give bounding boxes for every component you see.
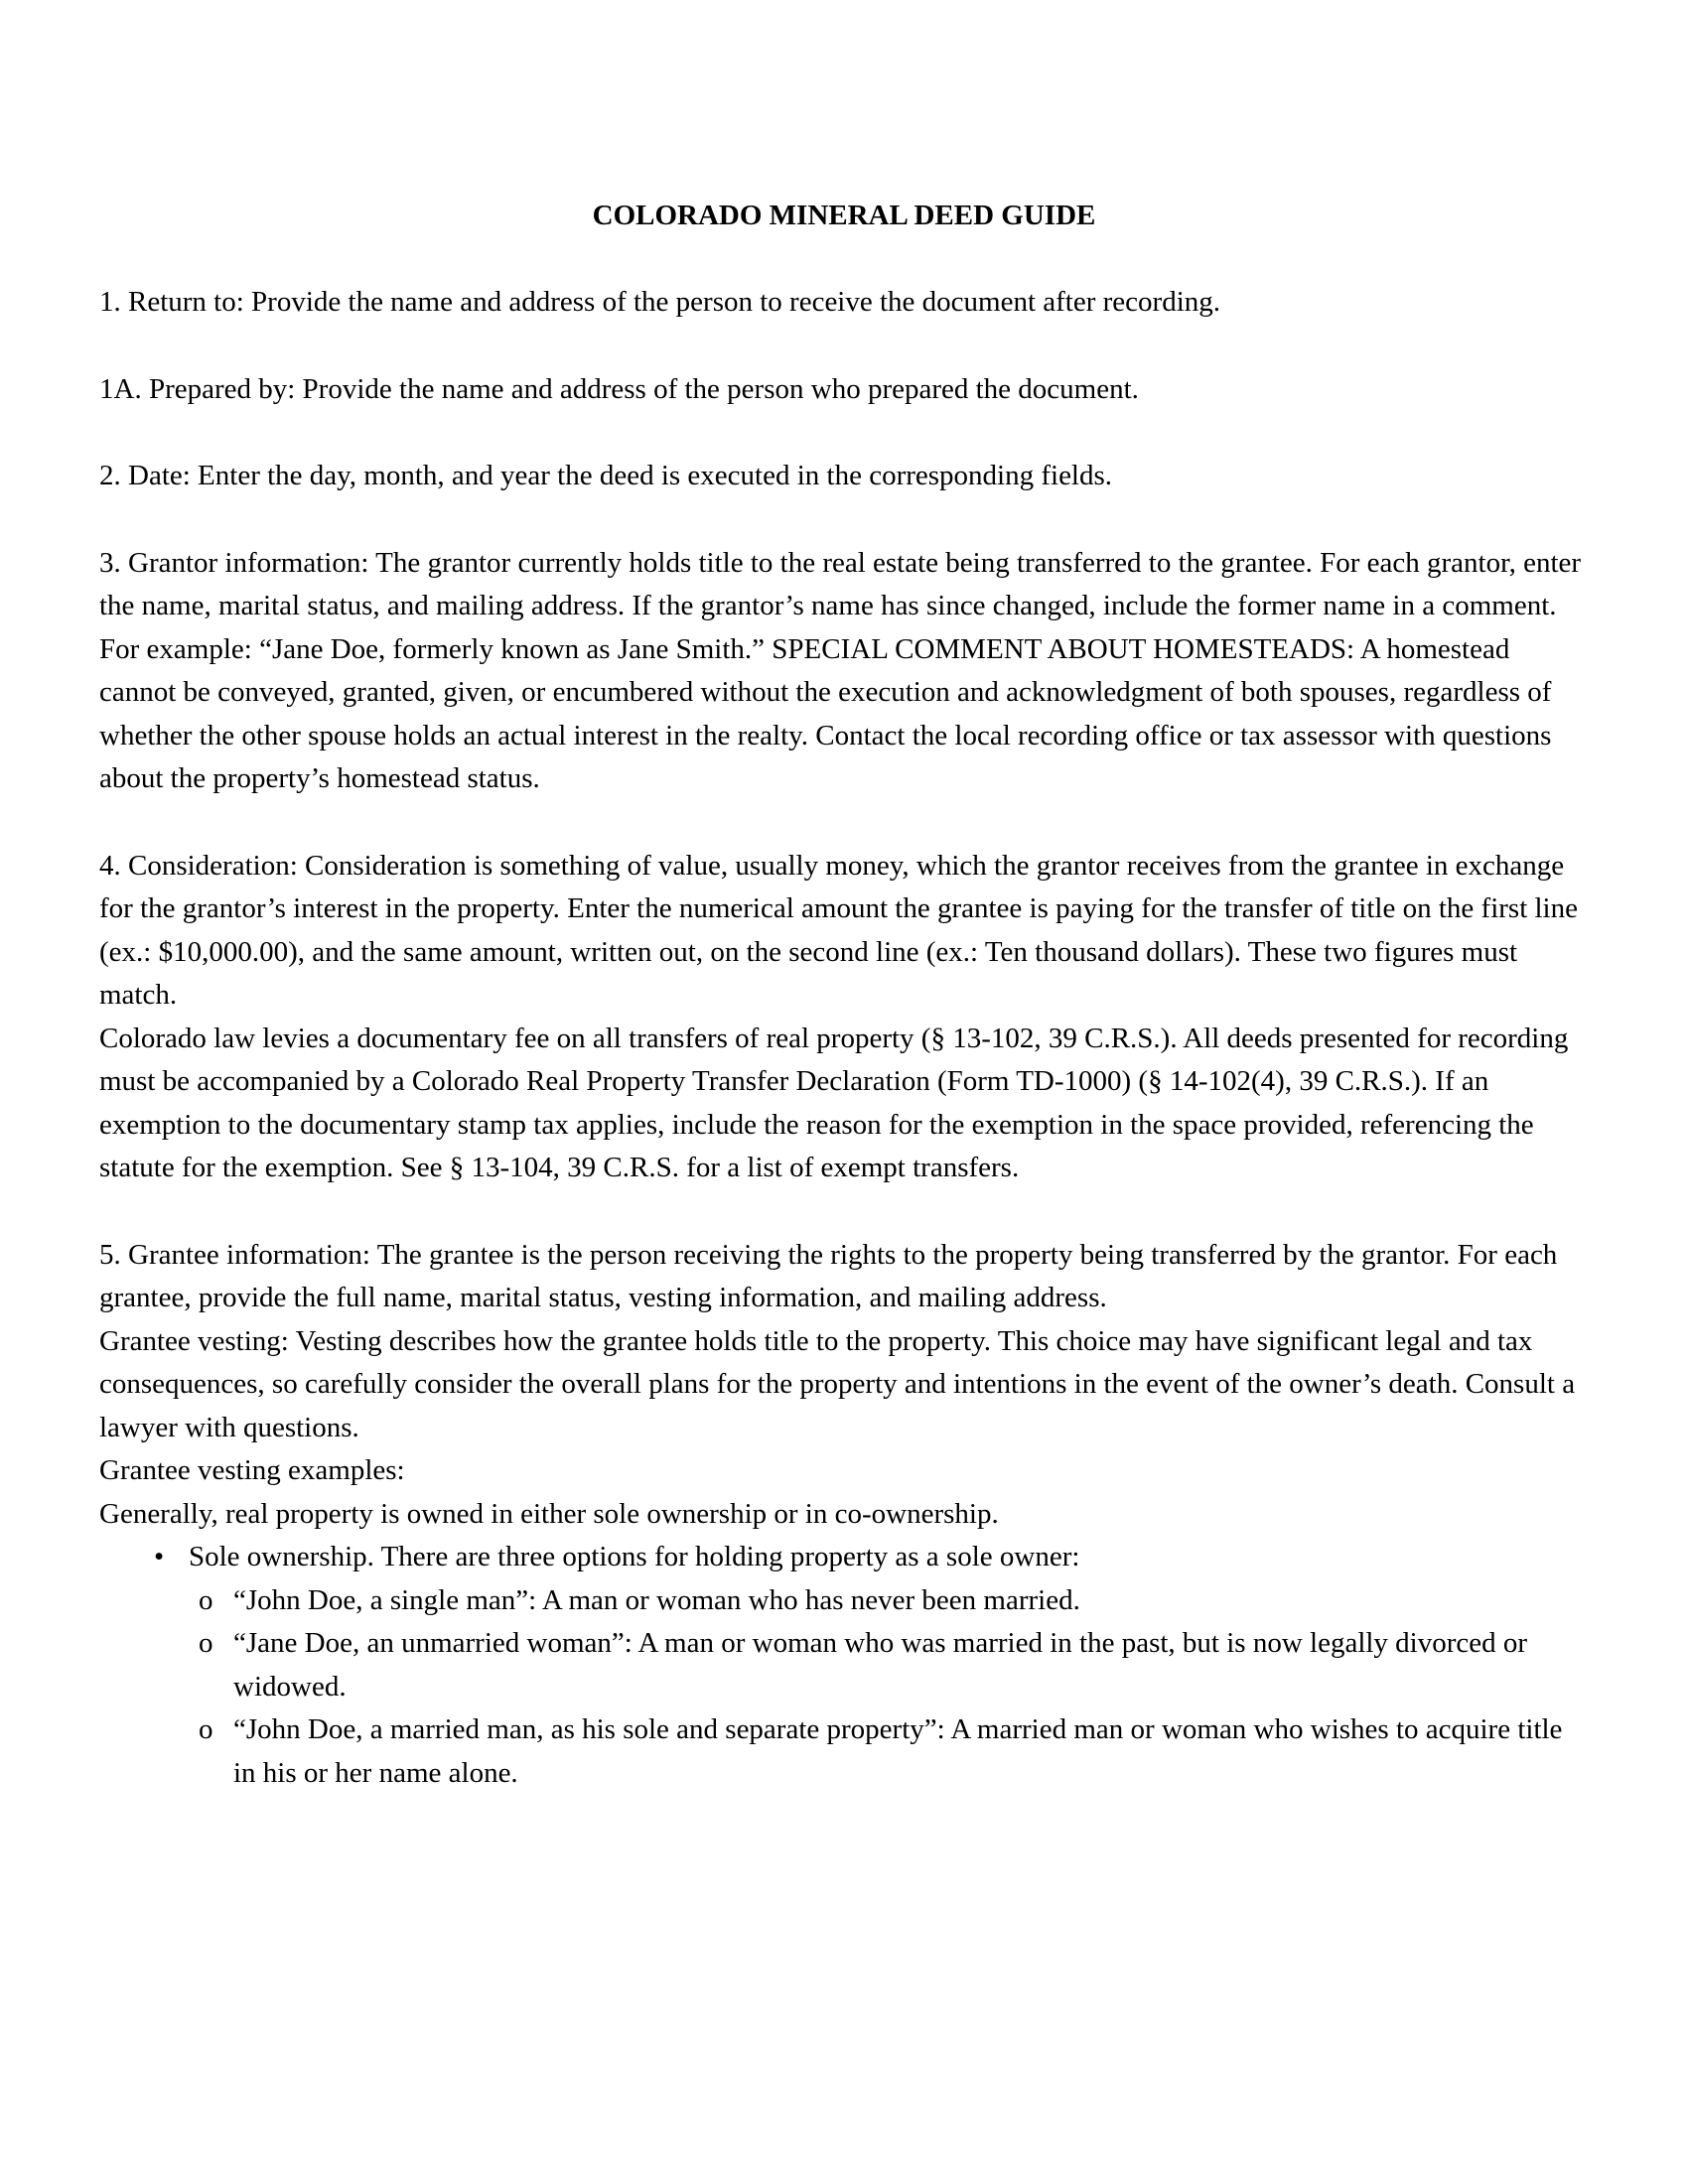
list-item-sole-ownership: [99, 1536, 1589, 1579]
sub-item-text: “John Doe, a married man, as his sole and separate property”: A married man or woman who wishes to acquire title in his or her name alone.: [233, 1713, 1563, 1789]
sole-ownership-options: [99, 1579, 1589, 1796]
sub-item-text: “John Doe, a single man”: A man or woman who has never been married.: [233, 1583, 1080, 1616]
section-vesting-examples-heading: Grantee vesting examples:: [99, 1454, 405, 1486]
sub-item-single-man: [99, 1579, 1589, 1623]
section-documentary-fee: Colorado law levies a documentary fee on all transfers of real property (§ 13-102, 39 C.R.S.). All deeds presented for recording must be accompanied by a Colorado Real Property Transfer Declaration (Form TD-1000) (§ 14-102(4), 39 C.R.S.). If an exemption to the documentary stamp tax applies, include the reason for the exemption in the space provided, referencing the statute for the exemption. See § 13-104, 39 C.R.S. for a list of exempt transfers.: [99, 1022, 1569, 1183]
sub-bullet-marker: o: [199, 1713, 213, 1745]
list-item-text: Sole ownership. There are three options for holding property as a sole owner:: [189, 1541, 1080, 1572]
section-consideration: 4. Consideration: Consideration is something of value, usually money, which the grantor receives from the grantee in exchange for the grantor’s interest in the property. Enter the numerical amount the grantee is paying for the transfer of title on the first line (ex.: $10,000.00), and the same amount, written out, on the second line (ex.: Ten thousand dollars). These two figures must match.: [99, 849, 1578, 1011]
section-prepared-by: 1A. Prepared by: Provide the name and address of the person who prepared the document.: [99, 372, 1139, 405]
section-return-to: 1. Return to: Provide the name and address of the person to receive the document after recording.: [99, 286, 1221, 318]
sub-item-unmarried-woman: [99, 1622, 1589, 1708]
section-grantor-information: 3. Grantor information: The grantor currently holds title to the real estate being transferred to the grantee. For each grantor, enter the name, marital status, and mailing address. If the grantor’s name has since changed, include the former name in a comment. For example: “Jane Doe, formerly known as Jane Smith.” SPECIAL COMMENT ABOUT HOMESTEADS: A homestead cannot be conveyed, granted, given, or encumbered without the execution and acknowledgment of both spouses, regardless of whether the other spouse holds an actual interest in the realty. Contact the local recording office or tax assessor with questions about the property’s homestead status.: [99, 546, 1582, 794]
section-ownership-intro: Generally, real property is owned in either sole ownership or in co-ownership.: [99, 1497, 999, 1530]
sub-item-text: “Jane Doe, an unmarried woman”: A man or woman who was married in the past, but is now legally divorced or widowed.: [233, 1627, 1528, 1703]
section-date: 2. Date: Enter the day, month, and year the deed is executed in the corresponding fields.: [99, 460, 1113, 491]
ownership-list: [99, 1536, 1589, 1579]
sub-bullet-marker: o: [199, 1627, 213, 1659]
document-body: [99, 195, 1589, 1795]
sub-item-married-man-sole: [99, 1708, 1589, 1795]
bullet-marker: •: [154, 1541, 165, 1572]
section-grantee-information: 5. Grantee information: The grantee is the person receiving the rights to the property being transferred by the grantor. For each grantee, provide the full name, marital status, vesting information, and mailing address.: [99, 1238, 1558, 1313]
sub-bullet-marker: o: [199, 1583, 213, 1616]
section-grantee-vesting: Grantee vesting: Vesting describes how the grantee holds title to the property. This choice may have significant legal and tax consequences, so carefully consider the overall plans for the property and intentions in the event of the owner’s death. Consult a lawyer with questions.: [99, 1324, 1576, 1443]
document-title: COLORADO MINERAL DEED GUIDE: [592, 200, 1096, 231]
